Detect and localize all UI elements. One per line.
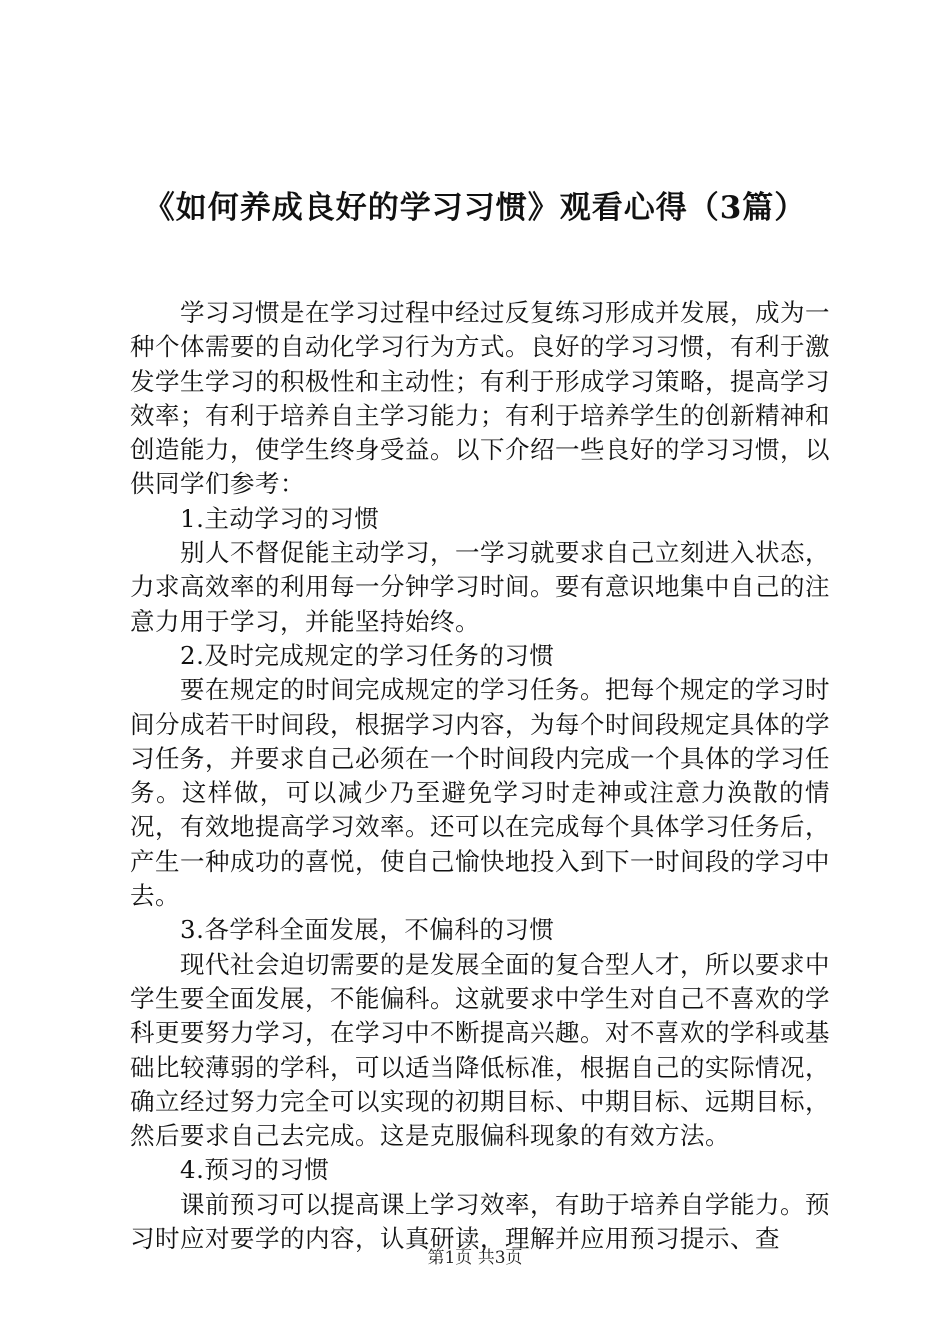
section-paragraph: 现代社会迫切需要的是发展全面的复合型人才，所以要求中学生要全面发展，不能偏科。这就要求中学生对自己不喜欢的学科更要努力学习，在学习中不断提高兴趣。对不喜欢的学科或基础比较薄弱的学科，可以适当降低标准，根据自己的实际情况，确立经过努力完全可以实现的初期目标、中期目标、远期目标，然后要求自己去完成。这是克服偏科现象的有效方法。 xyxy=(130,949,830,1151)
page-footer: 第1页 共3页 xyxy=(427,1248,523,1268)
section-paragraph: 要在规定的时间完成规定的学习任务。把每个规定的学习时间分成若干时间段，根据学习内容，为每个时间段规定具体的学习任务，并要求自己必须在一个时间段内完成一个具体的学习任务。这样做，可以减少乃至避免学习时走神或注意力涣散的情况，有效地提高学习效率。还可以在完成每个具体学习任务后，产生一种成功的喜悦，使自己愉快地投入到下一时间段的学习中去。 xyxy=(130,675,830,911)
section-paragraph: 课前预习可以提高课上学习效率，有助于培养自学能力。预习时应对要学的内容，认真研读，理解并应用预习提示、查 xyxy=(130,1189,830,1254)
section-heading: 3.各学科全面发展，不偏科的习惯 xyxy=(180,915,555,945)
intro-paragraph: 学习习惯是在学习过程中经过反复练习形成并发展，成为一种个体需要的自动化学习行为方式。良好的学习习惯，有利于激发学生学习的积极性和主动性；有利于形成学习策略，提高学习效率；有利于培养自主学习能力；有利于培养学生的创新精神和创造能力，使学生终身受益。以下介绍一些良好的学习习惯，以供同学们参考： xyxy=(130,298,830,499)
section-paragraph: 别人不督促能主动学习，一学习就要求自己立刻进入状态，力求高效率的利用每一分钟学习时间。要有意识地集中自己的注意力用于学习，并能坚持始终。 xyxy=(130,538,830,636)
document-title: 《如何养成良好的学习习惯》观看心得（3篇） xyxy=(143,190,807,226)
document-body xyxy=(130,296,830,1256)
section-heading: 1.主动学习的习惯 xyxy=(180,503,380,533)
section-heading: 4.预习的习惯 xyxy=(180,1155,330,1185)
section-heading: 2.及时完成规定的学习任务的习惯 xyxy=(180,640,555,670)
